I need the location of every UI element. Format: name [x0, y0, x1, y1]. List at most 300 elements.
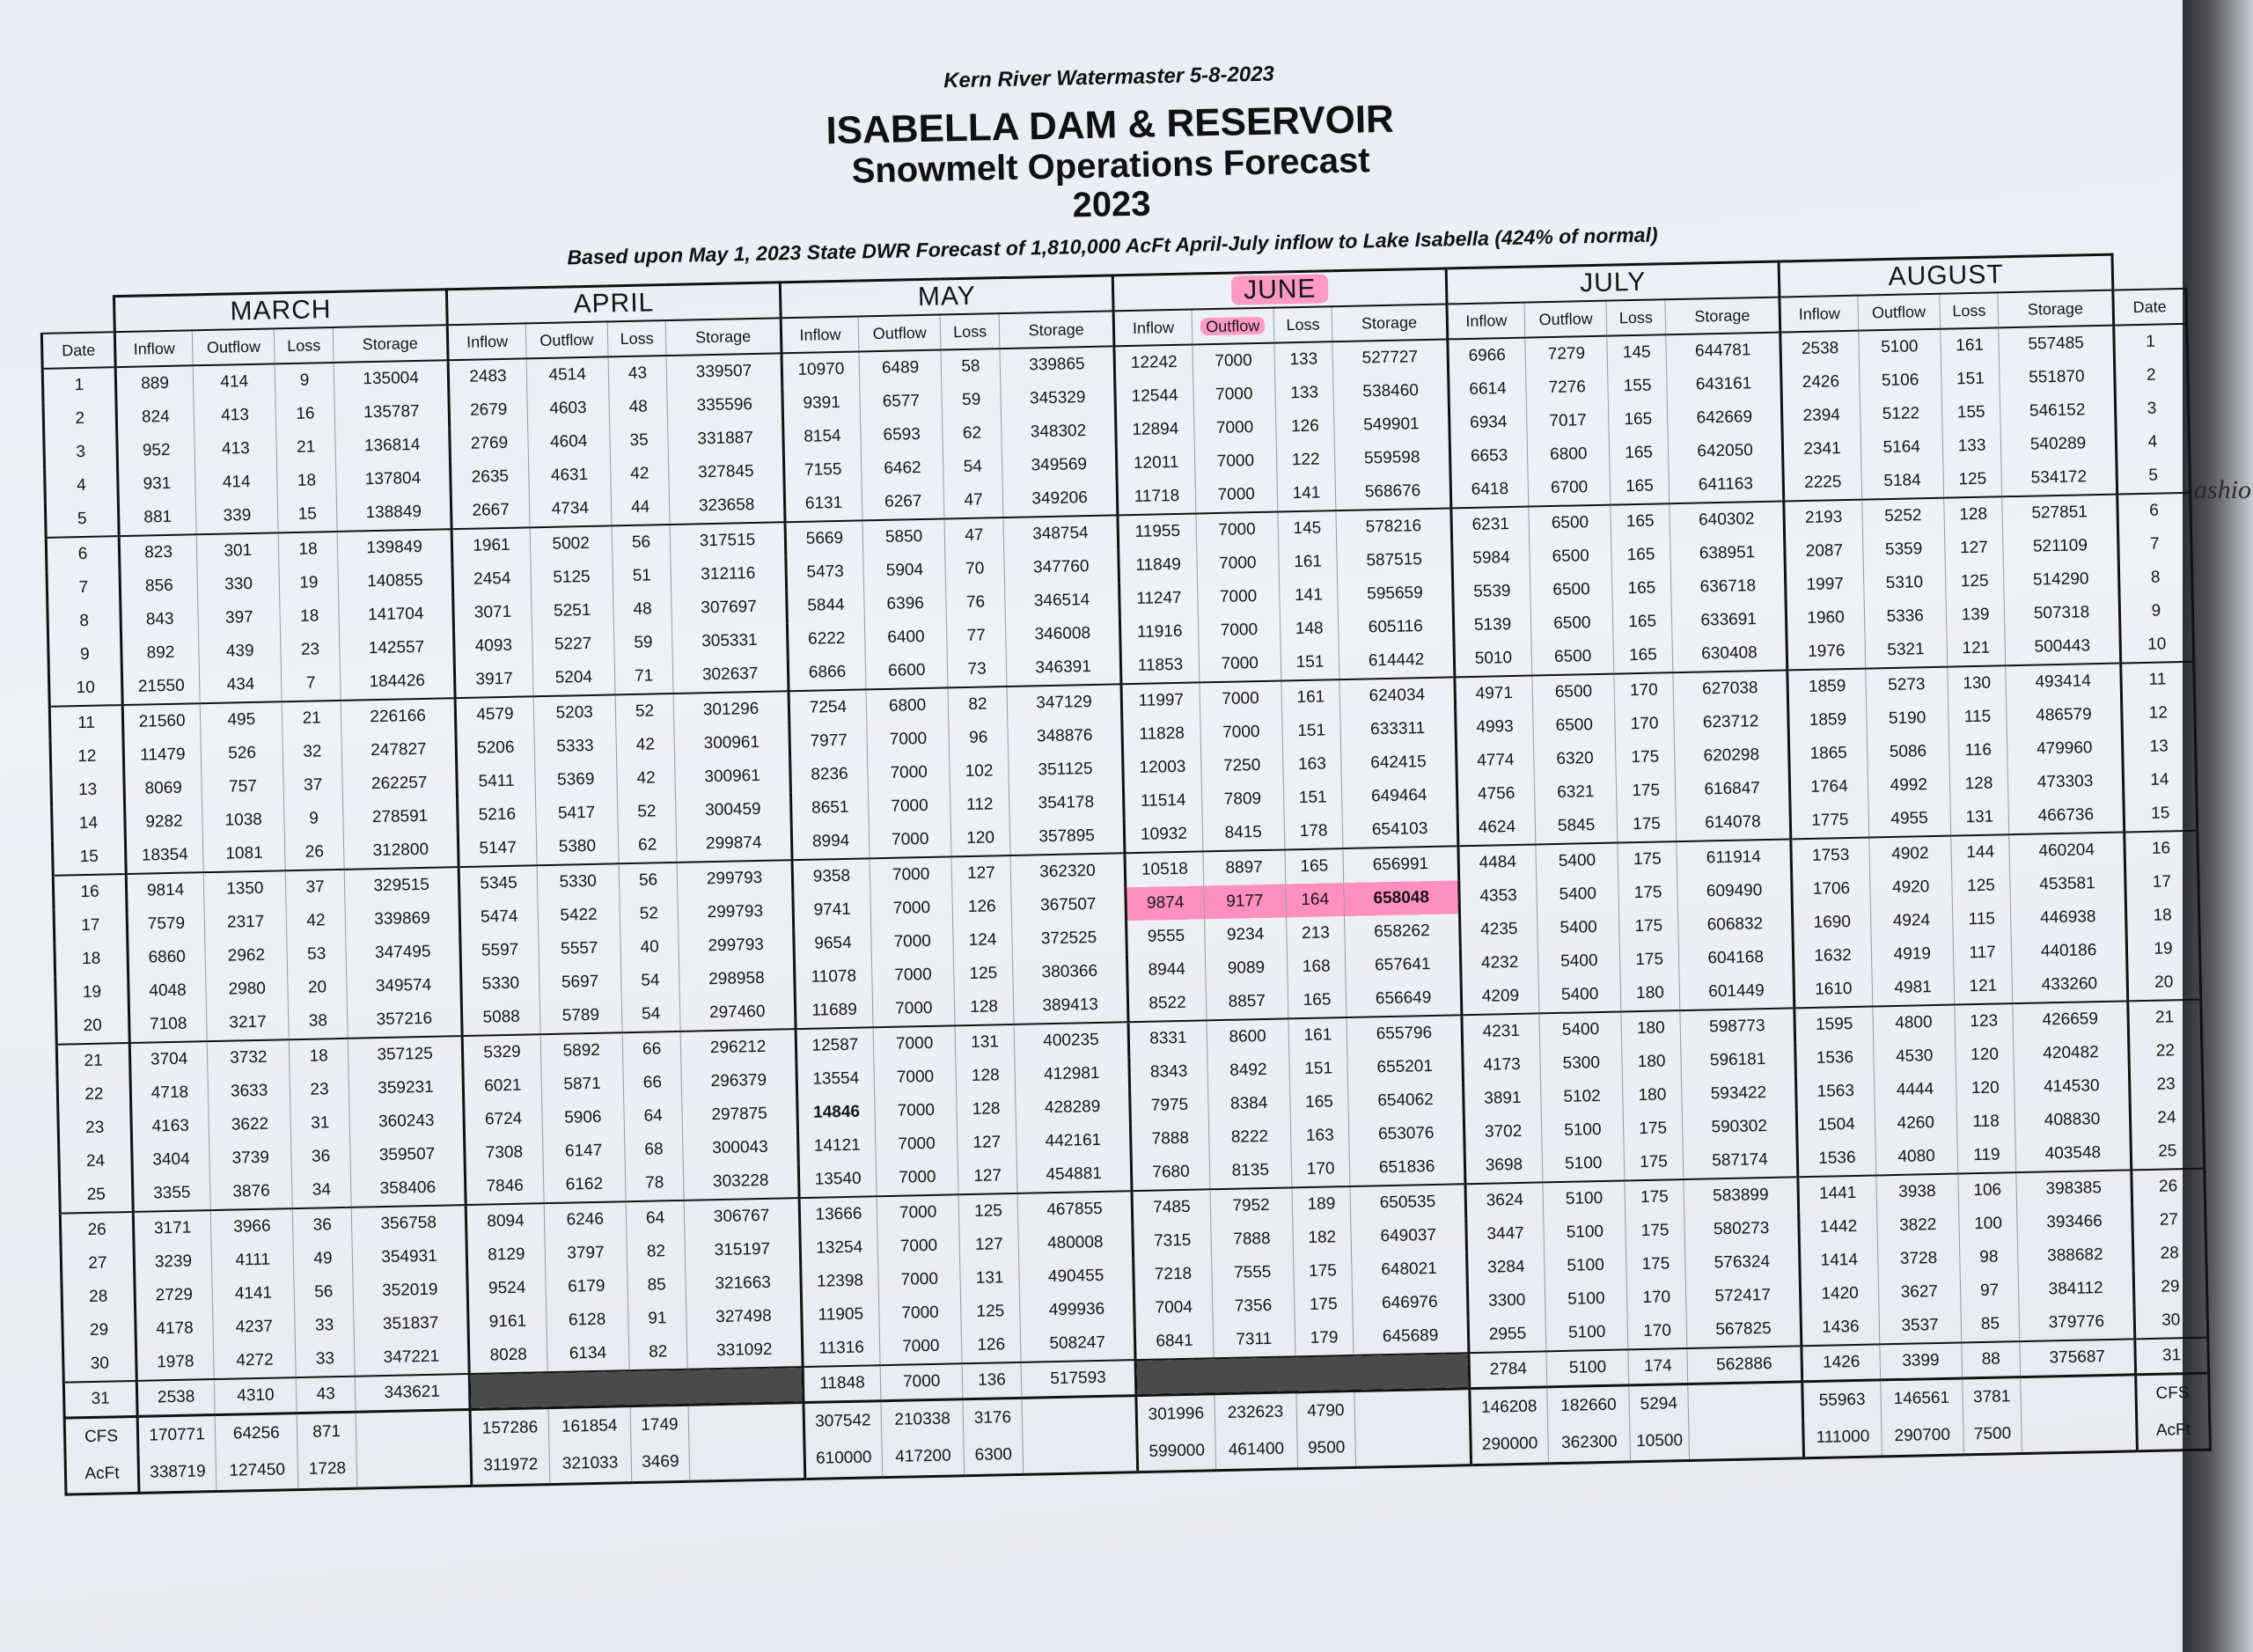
value-cell: 126	[1275, 409, 1334, 444]
value-cell: 1997	[1786, 568, 1864, 603]
value-cell: 7555	[1211, 1255, 1294, 1290]
value-cell: 5336	[1864, 599, 1947, 635]
date-cell: 18	[55, 942, 128, 977]
value-cell: 5380	[536, 829, 619, 865]
value-cell: 757	[202, 769, 284, 804]
value-cell: 3739	[209, 1141, 292, 1176]
value-cell: 1350	[203, 870, 286, 907]
value-cell: 5100	[1543, 1180, 1626, 1216]
value-cell: 175	[1619, 909, 1678, 943]
value-cell: 3728	[1877, 1242, 1960, 1277]
value-cell: 414	[195, 465, 278, 500]
value-cell: 1436	[1801, 1310, 1879, 1346]
value-cell: 439	[199, 634, 282, 669]
value-cell: 466736	[2008, 797, 2124, 834]
value-cell: 20	[288, 971, 347, 1005]
value-cell: 82	[948, 686, 1007, 722]
value-cell: 4141	[212, 1276, 295, 1311]
value-cell: 131	[960, 1261, 1019, 1296]
value-cell: 52	[617, 795, 676, 829]
value-cell: 8331	[1128, 1020, 1207, 1056]
value-cell: 9234	[1204, 917, 1287, 952]
date-cell: 6	[2117, 493, 2191, 529]
value-cell: 5100	[1545, 1315, 1628, 1351]
summary-value: 182660	[1547, 1385, 1630, 1425]
value-cell: 78	[625, 1166, 684, 1201]
value-cell: 170	[1614, 672, 1673, 708]
value-cell: 1426	[1802, 1344, 1880, 1381]
value-cell: 121	[1947, 631, 2006, 666]
value-cell: 5597	[460, 933, 539, 968]
value-cell: 11997	[1121, 682, 1200, 718]
value-cell: 98	[1959, 1240, 2018, 1274]
column-header-loss: Loss	[940, 313, 999, 349]
value-cell: 654103	[1342, 811, 1457, 848]
value-cell: 3300	[1467, 1283, 1545, 1318]
date-cell: 11	[49, 705, 123, 741]
value-cell: 3732	[207, 1039, 290, 1076]
value-cell: 329515	[344, 867, 459, 904]
value-cell: 8857	[1206, 984, 1288, 1020]
month-header-august: AUGUST	[1779, 254, 2112, 297]
date-cell: 25	[2131, 1134, 2205, 1171]
column-header-inflow: Inflow	[1780, 296, 1858, 333]
value-cell: 1865	[1789, 737, 1868, 772]
value-cell: 5400	[1537, 877, 1619, 913]
column-header-outflow: Outflow	[1857, 294, 1940, 331]
value-cell: 1632	[1794, 939, 1872, 974]
value-cell: 4774	[1456, 744, 1534, 779]
value-cell: 127	[1944, 531, 2003, 565]
value-cell: 6500	[1530, 606, 1613, 642]
date-cell: 29	[62, 1313, 136, 1348]
value-cell: 5251	[531, 593, 613, 628]
summary-empty	[688, 1403, 804, 1443]
value-cell: 11955	[1118, 513, 1196, 549]
value-cell: 128	[1944, 496, 2003, 532]
value-cell: 426659	[2013, 1001, 2128, 1038]
value-cell: 7311	[1213, 1322, 1295, 1358]
value-cell: 517593	[1021, 1360, 1137, 1398]
value-cell: 8415	[1202, 815, 1285, 851]
summary-value: 321033	[549, 1444, 632, 1484]
value-cell: 1536	[1795, 1041, 1874, 1076]
column-header-outflow: Outflow	[192, 328, 275, 365]
value-cell: 642050	[1668, 434, 1783, 470]
summary-value: 417200	[882, 1437, 965, 1477]
value-cell: 4353	[1459, 878, 1537, 914]
value-cell: 8094	[466, 1203, 545, 1239]
value-cell: 12587	[796, 1027, 874, 1063]
value-cell: 51	[613, 559, 671, 593]
value-cell: 1414	[1800, 1243, 1878, 1278]
value-cell: 346008	[1005, 616, 1120, 652]
value-cell: 442161	[1016, 1123, 1131, 1159]
summary-value: 4790	[1296, 1391, 1355, 1430]
value-cell: 10932	[1125, 817, 1203, 853]
value-cell: 130	[1948, 665, 2007, 701]
value-cell: 562886	[1687, 1346, 1802, 1384]
value-cell: 606832	[1677, 907, 1793, 943]
value-cell: 605116	[1339, 609, 1454, 645]
value-cell: 1690	[1793, 906, 1871, 941]
value-cell: 7250	[1200, 748, 1283, 783]
value-cell: 43	[608, 356, 667, 391]
value-cell: 299793	[677, 860, 792, 897]
value-cell: 6800	[1527, 437, 1610, 473]
summary-value: 290700	[1881, 1416, 1963, 1456]
value-cell: 3622	[209, 1107, 291, 1142]
value-cell: 576324	[1684, 1245, 1800, 1281]
value-cell: 306767	[684, 1198, 799, 1235]
value-cell: 3938	[1875, 1174, 1958, 1210]
value-cell: 11689	[795, 993, 873, 1029]
summary-label: CFS	[64, 1416, 138, 1456]
value-cell: 18	[277, 464, 336, 498]
summary-value: 599000	[1137, 1432, 1215, 1472]
summary-value: 157286	[470, 1408, 548, 1448]
value-cell: 163	[1282, 747, 1341, 782]
value-cell: 155	[1608, 369, 1667, 403]
summary-empty	[1688, 1420, 1804, 1460]
value-cell: 6600	[865, 653, 948, 689]
value-cell: 596181	[1680, 1042, 1795, 1078]
value-cell: 658048	[1344, 880, 1459, 916]
value-cell: 9	[275, 363, 334, 398]
value-cell: 3891	[1463, 1081, 1541, 1116]
value-cell: 6841	[1135, 1324, 1214, 1360]
value-cell: 490455	[1018, 1259, 1134, 1295]
value-cell: 534172	[2001, 460, 2117, 497]
value-cell: 179	[1295, 1321, 1354, 1356]
value-cell: 624034	[1339, 677, 1455, 714]
value-cell: 8343	[1129, 1054, 1207, 1090]
value-cell: 299793	[679, 928, 794, 964]
value-cell: 357895	[1009, 819, 1125, 855]
value-cell: 7155	[783, 452, 862, 488]
value-cell: 1610	[1794, 973, 1872, 1009]
value-cell: 347221	[354, 1340, 469, 1377]
value-cell: 7888	[1131, 1121, 1209, 1156]
value-cell: 454881	[1016, 1156, 1132, 1193]
value-cell: 493414	[2006, 664, 2121, 701]
value-cell: 7000	[871, 924, 954, 959]
date-cell: 6	[46, 536, 120, 572]
value-cell: 2667	[451, 493, 530, 529]
value-cell: 642669	[1667, 400, 1782, 437]
value-cell: 9161	[468, 1304, 547, 1340]
value-cell: 4514	[526, 356, 609, 393]
value-cell: 213	[1286, 916, 1345, 951]
date-column-header: Date	[2113, 289, 2187, 326]
value-cell: 3239	[134, 1245, 212, 1280]
value-cell: 412981	[1015, 1056, 1130, 1092]
summary-value: 290000	[1471, 1425, 1549, 1465]
value-cell: 327845	[669, 454, 784, 490]
date-cell: 1	[42, 367, 116, 403]
value-cell: 601449	[1679, 973, 1794, 1010]
value-cell: 8384	[1207, 1086, 1290, 1121]
document-title: ISABELLA DAM & RESERVOIR	[826, 97, 1395, 153]
value-cell: 11316	[802, 1331, 880, 1367]
column-header-outflow	[1192, 308, 1274, 345]
value-cell: 21550	[121, 669, 200, 705]
value-cell: 175	[1293, 1254, 1352, 1289]
value-cell: 354931	[352, 1239, 467, 1275]
value-cell: 125	[1943, 462, 2002, 497]
value-cell: 307697	[671, 590, 787, 626]
value-cell: 598773	[1680, 1008, 1795, 1045]
value-cell: 372525	[1011, 921, 1126, 957]
value-cell: 174	[1628, 1348, 1687, 1385]
value-cell: 5147	[459, 831, 537, 867]
value-cell: 339869	[345, 901, 460, 937]
value-cell: 551870	[2000, 360, 2115, 396]
value-cell: 614442	[1339, 642, 1454, 679]
value-cell: 133	[1275, 376, 1334, 410]
summary-value: 871	[297, 1412, 356, 1451]
value-cell: 161	[1288, 1017, 1347, 1053]
value-cell: 5359	[1862, 532, 1945, 568]
value-cell: 4756	[1457, 776, 1535, 811]
value-cell: 5310	[1863, 566, 1946, 601]
value-cell: 568676	[1335, 474, 1450, 510]
value-cell: 3698	[1464, 1148, 1543, 1184]
value-cell: 36	[293, 1208, 352, 1243]
value-cell: 658262	[1345, 914, 1460, 950]
date-cell: 22	[57, 1077, 131, 1112]
date-cell: 23	[58, 1111, 132, 1146]
value-cell: 9089	[1205, 951, 1288, 986]
value-cell: 11916	[1120, 614, 1199, 650]
value-cell: 6021	[463, 1068, 541, 1104]
value-cell: 12398	[801, 1264, 879, 1299]
date-cell: 30	[62, 1347, 136, 1383]
value-cell: 21	[283, 701, 341, 736]
value-cell: 5100	[1545, 1281, 1627, 1317]
value-cell: 507318	[2004, 596, 2119, 632]
value-cell: 413	[194, 431, 277, 466]
value-cell: 7000	[1196, 547, 1279, 582]
value-cell: 299874	[677, 826, 792, 863]
value-cell: 611914	[1677, 839, 1792, 876]
value-cell: 1960	[1787, 601, 1865, 636]
value-cell: 66	[623, 1066, 682, 1100]
value-cell: 2426	[1781, 365, 1860, 400]
value-cell: 106	[1958, 1172, 2017, 1208]
value-cell: 357125	[348, 1036, 463, 1073]
value-cell: 52	[620, 897, 679, 931]
value-cell: 170	[1291, 1152, 1350, 1187]
value-cell: 1753	[1791, 838, 1869, 874]
value-cell: 85	[627, 1268, 686, 1303]
value-cell: 6500	[1531, 640, 1614, 676]
value-cell: 68	[624, 1133, 683, 1167]
summary-empty	[356, 1409, 472, 1450]
date-cell: 16	[53, 874, 127, 910]
value-cell: 7952	[1210, 1187, 1293, 1223]
value-cell: 144	[1951, 834, 2010, 870]
value-cell: 580273	[1684, 1211, 1799, 1247]
value-cell: 5102	[1541, 1079, 1624, 1114]
value-cell: 7000	[1194, 444, 1277, 480]
value-cell: 262257	[342, 766, 458, 802]
value-cell: 5984	[1452, 541, 1530, 576]
value-cell: 18	[279, 532, 338, 567]
value-cell: 3071	[453, 595, 532, 630]
value-cell: 358406	[350, 1171, 466, 1208]
value-cell: 9	[284, 802, 343, 836]
value-cell: 4272	[214, 1343, 297, 1379]
value-cell: 85	[1961, 1307, 2020, 1342]
value-cell: 5088	[462, 1000, 540, 1036]
value-cell: 4919	[1871, 937, 1954, 973]
value-cell: 5844	[787, 588, 865, 623]
value-cell: 127	[951, 855, 1010, 891]
value-cell: 317515	[670, 522, 785, 559]
value-cell: 4992	[1868, 768, 1950, 804]
value-cell: 640302	[1670, 501, 1785, 538]
value-cell: 5321	[1865, 633, 1948, 669]
value-cell: 13254	[800, 1230, 878, 1266]
value-cell: 120	[1955, 1038, 2014, 1072]
summary-value: 5294	[1629, 1384, 1688, 1424]
value-cell: 655201	[1347, 1049, 1463, 1085]
value-cell: 393466	[2017, 1204, 2132, 1240]
date-cell: 12	[2121, 696, 2195, 731]
value-cell: 549901	[1334, 407, 1449, 443]
value-cell: 37	[283, 768, 342, 803]
value-cell: 128	[1949, 767, 2008, 801]
value-cell: 6231	[1451, 507, 1530, 543]
summary-value: 64256	[215, 1413, 297, 1453]
value-cell: 4981	[1872, 971, 1955, 1007]
value-cell: 125	[1945, 564, 2004, 598]
value-cell: 62	[943, 416, 1002, 451]
month-header-april: APRIL	[447, 283, 781, 325]
value-cell: 4173	[1463, 1047, 1541, 1083]
value-cell: 654062	[1348, 1083, 1464, 1119]
value-cell: 315197	[685, 1232, 800, 1268]
date-cell: 9	[48, 637, 122, 672]
date-cell: 15	[52, 840, 126, 876]
value-cell: 125	[958, 1193, 1017, 1229]
value-cell: 348302	[1001, 414, 1116, 450]
value-cell: 6418	[1450, 473, 1529, 509]
value-cell: 6179	[545, 1269, 627, 1304]
value-cell: 6489	[859, 350, 942, 386]
month-header-july: JULY	[1446, 261, 1780, 304]
value-cell: 6966	[1448, 338, 1526, 374]
value-cell: 4310	[214, 1377, 297, 1414]
value-cell: 5333	[533, 729, 616, 764]
value-cell: 12894	[1116, 413, 1194, 448]
value-cell: 7000	[1199, 647, 1281, 683]
value-cell: 5845	[1535, 809, 1618, 845]
value-cell: 3217	[207, 1005, 290, 1041]
value-cell: 3284	[1466, 1250, 1545, 1285]
value-cell: 96	[949, 721, 1008, 755]
value-cell: 125	[954, 957, 1013, 991]
date-cell: 14	[52, 806, 126, 841]
value-cell: 1978	[136, 1345, 214, 1381]
value-cell: 7000	[873, 1025, 956, 1061]
value-cell: 112	[950, 788, 1009, 822]
value-cell: 7000	[872, 958, 955, 993]
summary-empty	[689, 1441, 805, 1481]
date-cell: 31	[2135, 1338, 2209, 1375]
value-cell: 331887	[668, 421, 783, 457]
value-cell: 7000	[879, 1329, 962, 1365]
value-cell: 300961	[675, 759, 790, 795]
column-header-storage: Storage	[665, 318, 781, 356]
value-cell: 403548	[2015, 1135, 2131, 1172]
value-cell: 54	[621, 997, 680, 1032]
value-cell: 7888	[1210, 1222, 1293, 1257]
value-cell: 2635	[451, 459, 529, 495]
value-cell: 4093	[454, 628, 532, 664]
value-cell: 1441	[1798, 1175, 1876, 1211]
value-cell: 7809	[1201, 782, 1284, 817]
value-cell: 82	[628, 1335, 687, 1370]
value-cell: 356758	[351, 1205, 466, 1242]
value-cell: 9874	[1126, 885, 1204, 921]
value-cell: 1536	[1797, 1141, 1875, 1177]
date-cell: 23	[2129, 1068, 2203, 1103]
value-cell: 297875	[682, 1097, 797, 1133]
corner-cell	[2112, 253, 2186, 290]
value-cell: 359507	[349, 1137, 465, 1173]
value-cell: 467855	[1017, 1191, 1133, 1228]
value-cell: 8154	[783, 419, 862, 454]
value-cell: 952	[117, 433, 195, 468]
date-cell: 22	[2128, 1034, 2202, 1069]
value-cell: 5125	[530, 560, 613, 595]
value-cell: 56	[612, 525, 671, 560]
summary-value: 10500	[1630, 1422, 1689, 1462]
value-cell: 5539	[1452, 575, 1530, 610]
value-cell: 651836	[1349, 1149, 1464, 1186]
value-cell: 8135	[1209, 1153, 1292, 1189]
value-cell: 128	[955, 990, 1014, 1025]
value-cell: 145	[1607, 334, 1666, 370]
value-cell: 145	[1278, 510, 1337, 546]
value-cell: 175	[1626, 1214, 1684, 1248]
value-cell: 127	[958, 1159, 1017, 1194]
value-cell: 165	[1610, 469, 1669, 504]
value-cell: 3355	[132, 1176, 210, 1212]
value-cell: 8236	[790, 757, 869, 792]
summary-empty	[356, 1448, 473, 1488]
value-cell: 362320	[1010, 853, 1126, 890]
value-cell: 97	[1960, 1274, 2019, 1308]
value-cell: 170	[1615, 707, 1674, 741]
value-cell: 26	[285, 835, 344, 870]
value-cell: 70	[945, 552, 1004, 586]
value-cell: 175	[1626, 1247, 1685, 1281]
value-cell: 7004	[1134, 1290, 1213, 1325]
value-cell: 7000	[1195, 512, 1278, 548]
value-cell: 557485	[1999, 326, 2114, 363]
summary-value: 461400	[1215, 1430, 1297, 1470]
date-cell: 21	[2128, 1000, 2202, 1036]
value-cell: 4163	[131, 1109, 209, 1144]
summary-value: 210338	[881, 1399, 964, 1439]
value-cell: 52	[615, 694, 674, 729]
value-cell: 139849	[337, 529, 452, 566]
summary-label: CFS	[2136, 1373, 2210, 1413]
value-cell: 119	[1957, 1138, 2016, 1173]
